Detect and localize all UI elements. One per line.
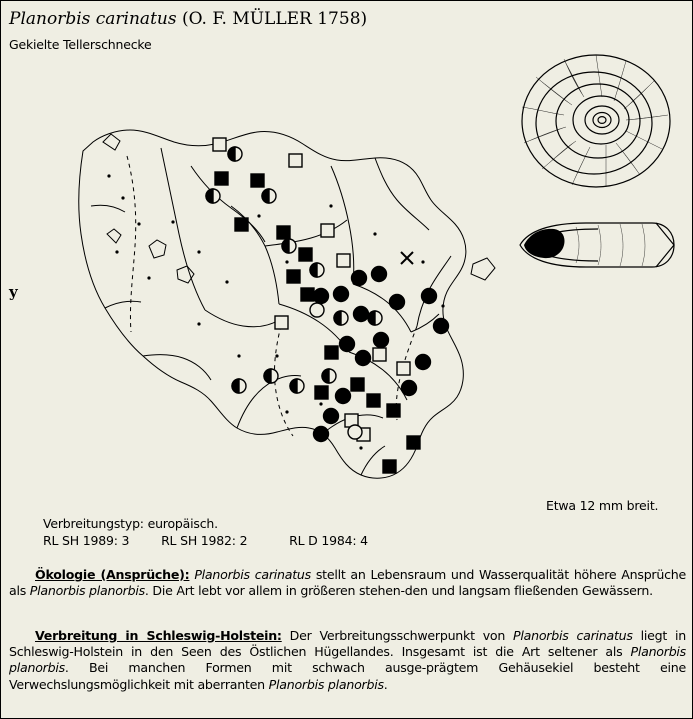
map-marker-half-circle — [228, 147, 242, 161]
rl-sh-1982: RL SH 1982: 2 — [161, 533, 248, 548]
scale-note: Etwa 12 mm breit. — [546, 498, 659, 513]
shell-top-view-drawing — [506, 49, 686, 194]
map-marker-open-circle — [348, 425, 362, 439]
verbreitung-species-3: Planorbis planorbis — [268, 676, 384, 692]
distribution-map-schleswig-holstein — [31, 56, 501, 496]
species-authority: (O. F. MÜLLER 1758) — [181, 9, 368, 29]
map-marker-cross — [401, 252, 413, 264]
section-oekologie — [9, 567, 686, 599]
common-name: Gekielte Tellerschnecke — [9, 37, 152, 52]
oekologie-heading: Ökologie (Ansprüche): — [35, 567, 190, 582]
page-title — [9, 9, 367, 29]
species-name: Planorbis carinatus — [9, 9, 177, 29]
verbreitung-species-1: Planorbis carinatus — [513, 628, 633, 643]
verbreitung-text-6: . — [383, 676, 388, 692]
page-side-letter: y — [9, 283, 18, 301]
shell-side-view-drawing — [506, 211, 686, 281]
distribution-type-line: Verbreitungstyp: europäisch. — [43, 516, 218, 531]
section-verbreitung — [9, 628, 686, 693]
map-marker-filled-circle — [314, 289, 329, 304]
rl-d-1984: RL D 1984: 4 — [289, 533, 368, 548]
verbreitung-text-2: liegt in Schleswig-Holstein in den Seen des Östlichen Hügellandes. Insgesamt ist die Art seltener als — [9, 628, 686, 660]
oekologie-species-2: Planorbis planorbis — [29, 583, 145, 599]
oekologie-text-4: . Die Art lebt vor allem in größeren stehen-den und langsam fließenden Gewässern. — [144, 583, 653, 599]
verbreitung-species-2: Planorbis planorbis — [9, 644, 686, 676]
oekologie-text-2: stellt an Lebensraum und Wasserqualität höhere Ansprüche als — [9, 567, 686, 599]
oekologie-species-1: Planorbis carinatus — [194, 567, 311, 582]
verbreitung-text-4: . Bei manchen Formen mit schwach ausge-prägtem Gehäusekiel besteht eine Verwechslungsmöglichkeit mit aberranten — [9, 660, 686, 692]
rl-sh-1989: RL SH 1989: 3 — [43, 533, 130, 548]
red-list-row — [43, 533, 368, 548]
verbreitung-heading: Verbreitung in Schleswig-Holstein: — [35, 628, 282, 643]
map-marker-open-square — [213, 138, 226, 151]
map-marker-filled-square — [215, 172, 228, 185]
verbreitung-text-0: Der Verbreitungsschwerpunkt von — [281, 628, 514, 643]
